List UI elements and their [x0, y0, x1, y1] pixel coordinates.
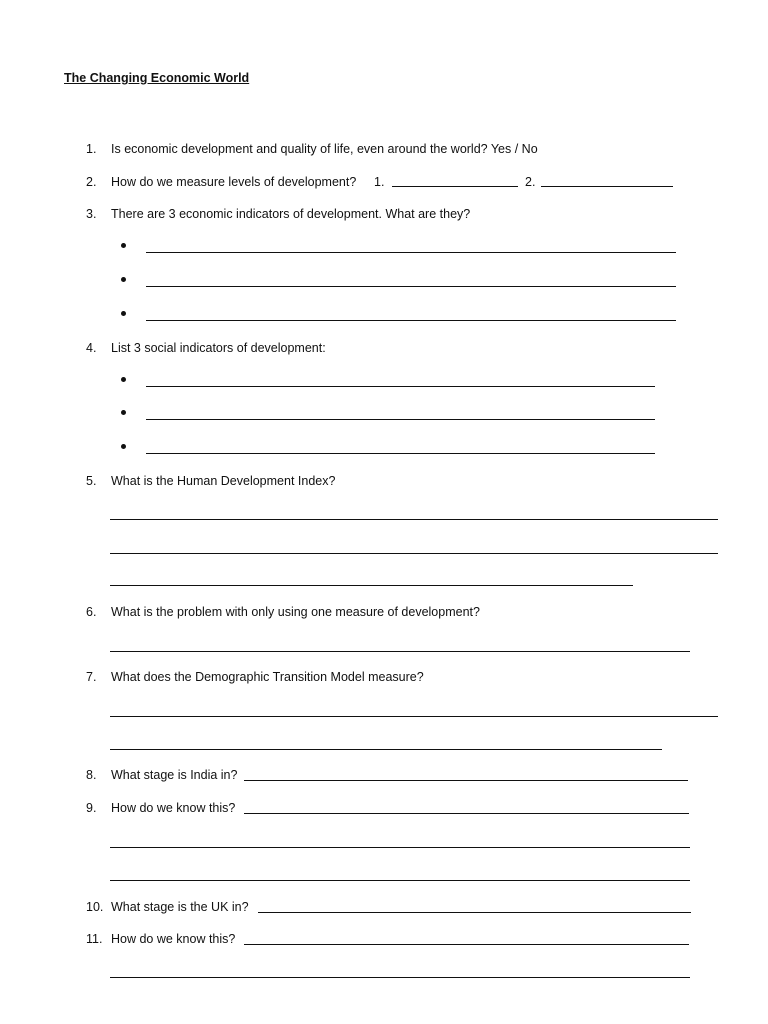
answer-label-1: 1.: [374, 175, 385, 189]
question-number: 4.: [86, 341, 97, 355]
answer-line[interactable]: [146, 320, 676, 321]
bullet-icon: [121, 444, 126, 449]
bullet-icon: [121, 311, 126, 316]
answer-line[interactable]: [258, 912, 691, 913]
question-number: 2.: [86, 175, 97, 189]
answer-line[interactable]: [146, 419, 655, 420]
question-number: 6.: [86, 605, 97, 619]
answer-line[interactable]: [541, 186, 673, 187]
question-text: How do we know this?: [111, 932, 236, 946]
answer-line[interactable]: [110, 977, 690, 978]
question-text: What is the problem with only using one measure of development?: [111, 605, 480, 619]
question-number: 8.: [86, 768, 97, 782]
bullet-icon: [121, 377, 126, 382]
answer-line[interactable]: [110, 585, 633, 586]
question-text: List 3 social indicators of development:: [111, 341, 326, 355]
question-text: How do we measure levels of development?: [111, 175, 357, 189]
answer-line[interactable]: [146, 286, 676, 287]
question-text: What stage is the UK in?: [111, 900, 249, 914]
question-number: 3.: [86, 207, 97, 221]
question-number: 9.: [86, 801, 97, 815]
answer-line[interactable]: [110, 716, 718, 717]
answer-line[interactable]: [146, 453, 655, 454]
question-text: What is the Human Development Index?: [111, 474, 336, 488]
question-text: There are 3 economic indicators of development. What are they?: [111, 207, 471, 221]
answer-line[interactable]: [110, 651, 690, 652]
question-number: 1.: [86, 142, 97, 156]
answer-line[interactable]: [244, 813, 689, 814]
answer-line[interactable]: [110, 847, 690, 848]
answer-line[interactable]: [110, 749, 662, 750]
bullet-icon: [121, 410, 126, 415]
answer-line[interactable]: [110, 880, 690, 881]
answer-line[interactable]: [146, 252, 676, 253]
question-text: What does the Demographic Transition Model measure?: [111, 670, 424, 684]
question-text: What stage is India in?: [111, 768, 238, 782]
answer-line[interactable]: [244, 944, 689, 945]
question-text: How do we know this?: [111, 801, 236, 815]
answer-line[interactable]: [244, 780, 688, 781]
bullet-icon: [121, 243, 126, 248]
bullet-icon: [121, 277, 126, 282]
answer-label-2: 2.: [525, 175, 536, 189]
worksheet-title: The Changing Economic World: [64, 71, 250, 85]
question-number: 5.: [86, 474, 97, 488]
question-text: Is economic development and quality of life, even around the world? Yes / No: [111, 142, 538, 156]
answer-line[interactable]: [110, 519, 718, 520]
question-number: 11.: [86, 932, 103, 946]
question-number: 7.: [86, 670, 97, 684]
question-number: 10.: [86, 900, 104, 914]
answer-line[interactable]: [146, 386, 655, 387]
answer-line[interactable]: [392, 186, 518, 187]
answer-line[interactable]: [110, 553, 718, 554]
